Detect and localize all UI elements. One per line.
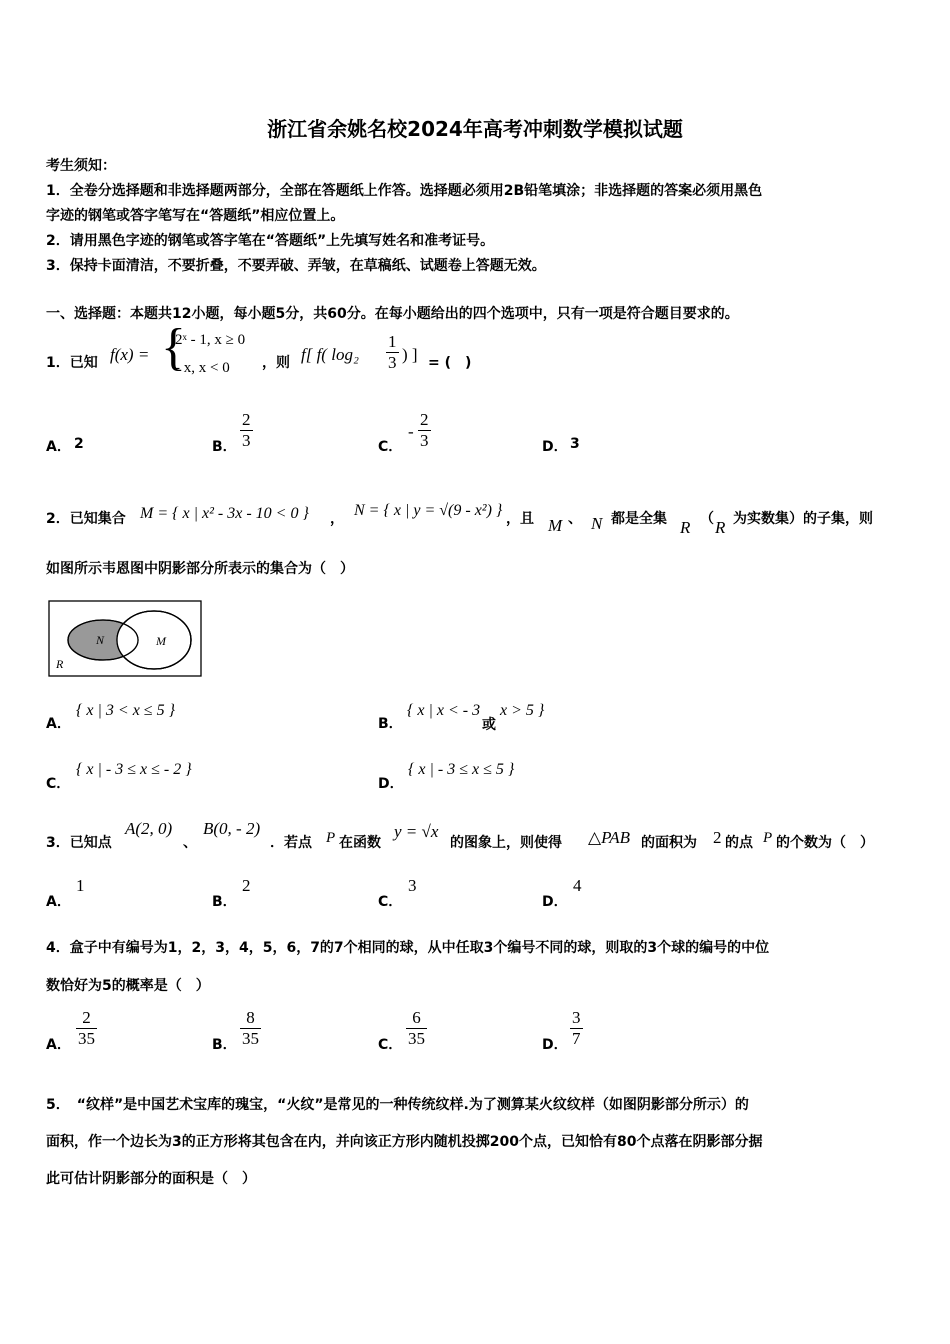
q4-c-den: 35	[408, 1029, 425, 1048]
q4-option-d-frac	[570, 1008, 583, 1049]
section-heading: 一、选择题：本题共12小题，每小题5分，共60分。在每小题给出的四个选项中，只有一项是符合题目要求的。	[46, 306, 739, 322]
q3-point-a: A(2, 0)	[125, 819, 173, 838]
q3-p: P	[326, 830, 336, 846]
q2-line-2: 如图所示韦恩图中阴影部分所表示的集合为（ ）	[46, 561, 354, 577]
notice-heading: 考生须知：	[46, 158, 116, 174]
q1-option-d-label: D．	[542, 439, 568, 455]
q4-line-1: 4．盒子中有编号为1，2，3，4，5，6，7的7个相同的球，从中任取3个编号不同的球，则取的3个球的编号的中位	[46, 940, 770, 956]
q2-option-b-label: B．	[378, 716, 403, 732]
q1-fx: f(x) =	[110, 345, 150, 364]
notice-item-1-cont: 字迹的钢笔或答字笔写在“答题纸”相应位置上。	[46, 208, 345, 224]
q1-expr-close: ) ]	[402, 345, 418, 364]
q1-then: ，则	[262, 355, 290, 371]
q2-r2: R	[715, 518, 726, 537]
venn-diagram	[48, 600, 204, 678]
q1-frac-num: 1	[388, 332, 397, 351]
q2-m: M	[548, 516, 563, 535]
q3-p2: P	[763, 830, 773, 846]
q5-line-3: 此可估计阴影部分的面积是（ ）	[46, 1171, 256, 1187]
q4-b-den: 35	[242, 1029, 259, 1048]
q1-case-2: - x, x < 0	[175, 360, 230, 376]
q4-option-a-frac	[76, 1008, 97, 1049]
q3-option-a-label: A．	[46, 894, 71, 910]
q1-c-den: 3	[420, 431, 429, 450]
q3-rest-4: 的个数为（ ）	[776, 835, 874, 851]
venn-label-m: M	[156, 634, 166, 648]
q5-line-2: 面积，作一个边长为3的正方形将其包含在内，并向该正方形内随机投掷200个点，已知恰有80个点落在阴影部分据	[46, 1134, 763, 1150]
q1-tail: = ( )	[428, 355, 472, 371]
q1-brace: {	[161, 319, 186, 376]
q2-option-d-value: { x | - 3 ≤ x ≤ 5 }	[408, 761, 515, 778]
q3-in-fn: 在函数	[339, 835, 381, 851]
q1-option-b-frac	[240, 410, 253, 451]
q4-option-b-label: B．	[212, 1037, 237, 1053]
q3-option-d-value: 4	[573, 876, 582, 895]
q1-c-num: 2	[420, 410, 429, 429]
q2-r: R	[680, 518, 691, 537]
q2-option-b-value-1: { x | x < - 3	[407, 702, 481, 719]
q1-option-a-value: 2	[74, 436, 84, 452]
q1-option-c-sign: -	[408, 422, 414, 441]
q4-b-num: 8	[240, 1008, 261, 1029]
q4-option-d-label: D．	[542, 1037, 568, 1053]
notice-item-2: 2．请用黑色字迹的钢笔或答字笔在“答题纸”上先填写姓名和准考证号。	[46, 233, 495, 249]
q1-case-1: 2ˣ - 1, x ≥ 0	[175, 332, 246, 348]
q1-option-b-label: B．	[212, 439, 237, 455]
q2-option-d-label: D．	[378, 776, 404, 792]
q3-point-b: B(0, - 2)	[203, 819, 261, 838]
q3-option-c-label: C．	[378, 894, 403, 910]
q3-option-b-label: B．	[212, 894, 237, 910]
page-title: 浙江省余姚名校2024年高考冲刺数学模拟试题	[267, 117, 683, 141]
q4-option-b-frac	[240, 1008, 261, 1049]
q3-option-b-value: 2	[242, 876, 251, 895]
q4-line-2: 数恰好为5的概率是（ ）	[46, 978, 210, 994]
q2-option-a-value: { x | 3 < x ≤ 5 }	[76, 702, 175, 719]
venn-label-n: N	[96, 633, 105, 647]
q3-option-a-value: 1	[76, 876, 85, 895]
notice-item-3: 3．保持卡面清洁，不要折叠，不要弄破、弄皱，在草稿纸、试题卷上答题无效。	[46, 258, 546, 274]
q3-rest: 的图象上，则使得	[450, 835, 562, 851]
q2-option-c-label: C．	[46, 776, 71, 792]
q3-two: 2	[713, 828, 722, 847]
notice-item-1: 1．全卷分选择题和非选择题两部分，全部在答题纸上作答。选择题必须用2B铅笔填涂；非选择题的答案必须用黑色	[46, 183, 763, 199]
q4-c-num: 6	[406, 1008, 427, 1029]
q2-set-m: M = { x | x² - 3x - 10 < 0 }	[140, 505, 309, 522]
q4-a-den: 35	[78, 1029, 95, 1048]
q2-paren: （	[700, 511, 714, 527]
q4-option-c-frac	[406, 1008, 427, 1049]
q5-line-1: 5． “纹样”是中国艺术宝库的瑰宝，“火纹”是常见的一种传统纹样.为了测算某火纹纹样（如图阴影部分所示）的	[46, 1097, 749, 1113]
q2-sep: 、	[568, 511, 582, 527]
q3-sep: 、	[183, 835, 197, 851]
q3-triangle: △PAB	[588, 828, 631, 847]
q3-option-c-value: 3	[408, 876, 417, 895]
q2-prefix: 2．已知集合	[46, 511, 126, 527]
q4-d-den: 7	[572, 1029, 581, 1048]
q3-rest-3: 的点	[725, 835, 753, 851]
q2-real: 为实数集）的子集，则	[733, 511, 873, 527]
q3-prefix: 3．已知点	[46, 835, 112, 851]
q1-frac-den: 3	[388, 353, 397, 372]
q4-a-num: 2	[76, 1008, 97, 1029]
q2-comma: ，	[330, 511, 344, 527]
q3-option-d-label: D．	[542, 894, 568, 910]
q1-option-d-value: 3	[570, 436, 580, 452]
q2-option-c-value: { x | - 3 ≤ x ≤ - 2 }	[76, 761, 192, 778]
q4-option-c-label: C．	[378, 1037, 403, 1053]
q1-b-den: 3	[242, 431, 251, 450]
q2-option-b-or: 或	[482, 717, 496, 733]
q1-option-a-label: A．	[46, 439, 71, 455]
q3-fn: y = √x	[394, 822, 439, 841]
q2-qie: ，且	[506, 511, 534, 527]
q1-frac	[386, 332, 399, 373]
q1-prefix: 1．已知	[46, 355, 98, 371]
q3-mid: ．若点	[270, 835, 312, 851]
q4-d-num: 3	[572, 1008, 581, 1027]
venn-label-r: R	[56, 657, 64, 671]
q2-option-b-value-2: x > 5 }	[500, 702, 545, 719]
q1-option-c-label: C．	[378, 439, 403, 455]
q2-set-n: N = { x | y = √(9 - x²) }	[354, 502, 503, 519]
q1-b-num: 2	[242, 410, 251, 429]
q2-option-a-label: A．	[46, 716, 71, 732]
q4-option-a-label: A．	[46, 1037, 71, 1053]
q2-dou: 都是全集	[611, 511, 667, 527]
q2-n: N	[591, 514, 603, 533]
q1-expr: f[ f( log₂	[301, 345, 359, 364]
q3-rest-2: 的面积为	[641, 835, 697, 851]
q1-option-c-frac	[418, 410, 431, 451]
